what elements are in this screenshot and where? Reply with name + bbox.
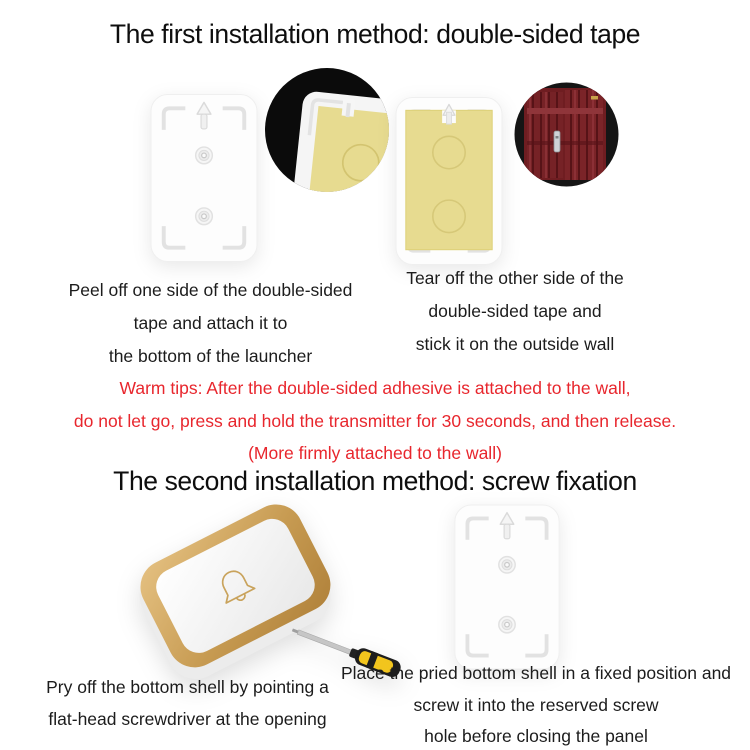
- warm-tips: [0, 372, 750, 470]
- warm-tips-line: (More firmly attached to the wall): [248, 443, 502, 463]
- launcher-back-shell-image: [150, 91, 258, 265]
- caption-line: Pry off the bottom shell by pointing a: [46, 677, 329, 697]
- door-photo-image: [513, 81, 620, 188]
- step3-caption: [5, 672, 370, 735]
- caption-line: hole before closing the panel: [424, 726, 648, 746]
- warm-tips-line: Warm tips: After the double-sided adhesive is attached to the wall,: [119, 378, 631, 398]
- warm-tips-line: do not let go, press and hold the transmitter for 30 seconds, and then release.: [73, 410, 677, 431]
- caption-line: screw it into the reserved screw: [413, 694, 659, 715]
- caption-line: Tear off the other side of the: [406, 268, 624, 288]
- step4-caption: [326, 658, 746, 750]
- launcher-back-taped-image: [395, 96, 503, 266]
- caption-line: double-sided tape and: [428, 301, 602, 321]
- caption-line: tape and attach it to: [133, 313, 288, 333]
- tape-corner-detail-image: [264, 67, 390, 193]
- caption-line: stick it on the outside wall: [415, 334, 615, 354]
- section-one-title: The first installation method: double-sided tape: [109, 19, 641, 49]
- bottom-shell-image: [452, 504, 562, 670]
- doorbell-screwdriver-image: [88, 497, 408, 683]
- step2-caption: [370, 262, 660, 361]
- caption-line: Place the pried bottom shell in a fixed position and: [340, 663, 732, 683]
- section-two-title: The second installation method: screw fixation: [113, 466, 637, 496]
- caption-line: the bottom of the launcher: [108, 346, 313, 366]
- caption-line: Peel off one side of the double-sided: [68, 280, 353, 300]
- doorbell-front: [127, 497, 345, 683]
- caption-line: flat-head screwdriver at the opening: [48, 708, 327, 729]
- step1-caption: [28, 274, 393, 373]
